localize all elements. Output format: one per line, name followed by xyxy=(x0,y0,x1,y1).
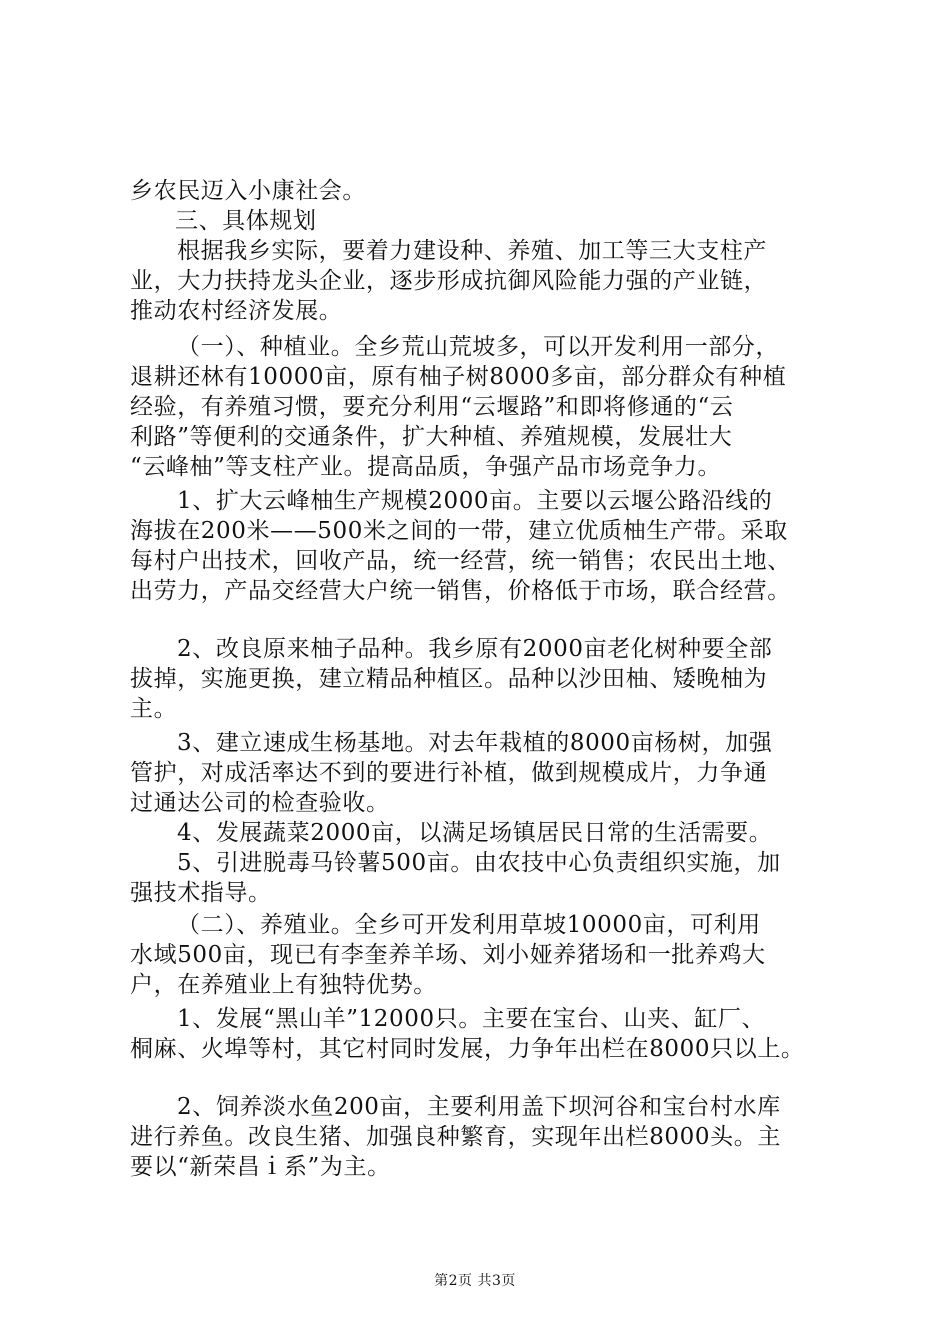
text-line: 乡农民迈入小康社会。 xyxy=(130,178,366,204)
page-footer: 第2页 共3页 xyxy=(434,1273,516,1289)
text-line: 桐麻、火埠等村，其它村同时发展，力争年出栏在8000只以上。 xyxy=(130,1036,805,1062)
text-line: 1、发展“黑山羊”12000只。主要在宝台、山夹、缸厂、 xyxy=(177,1006,766,1032)
text-line: 海拔在200米——500米之间的一带，建立优质柚生产带。采取 xyxy=(130,518,788,544)
text-line: 2、饲养淡水鱼200亩，主要利用盖下坝河谷和宝台村水库 xyxy=(177,1094,781,1120)
text-line: 要以“新荣昌ｉ系”为主。 xyxy=(130,1154,391,1180)
text-line: 出劳力，产品交经营大户统一销售，价格低于市场，联合经营。 xyxy=(130,578,791,604)
text-line: 2、改良原来柚子品种。我乡原有2000亩老化树种要全部 xyxy=(177,636,773,662)
text-line: 4、发展蔬菜2000亩，以满足场镇居民日常的生活需要。 xyxy=(177,820,773,846)
text-line: 过通达公司的检查验收。 xyxy=(130,790,390,816)
text-line: 水域500亩，现已有李奎养羊场、刘小娅养猪场和一批养鸡大 xyxy=(130,942,766,968)
text-line: 管护，对成活率达不到的要进行补植，做到规模成片，力争通 xyxy=(130,760,768,786)
text-line: 拔掉，实施更换，建立精品种植区。品种以沙田柚、矮晚柚为 xyxy=(130,666,768,692)
section-heading: 三、具体规划 xyxy=(175,208,317,234)
text-line: 1、扩大云峰柚生产规模2000亩。主要以云堰公路沿线的 xyxy=(177,488,773,514)
text-line: 推动农村经济发展。 xyxy=(130,298,343,324)
text-line: 业，大力扶持龙头企业，逐步形成抗御风险能力强的产业链， xyxy=(130,268,768,294)
text-line: 根据我乡实际，要着力建设种、养殖、加工等三大支柱产 xyxy=(177,238,767,264)
text-line: 户，在养殖业上有独特优势。 xyxy=(130,972,437,998)
text-line: 每村户出技术，回收产品，统一经营，统一销售；农民出土地、 xyxy=(130,548,791,574)
text-line: 主。 xyxy=(130,696,178,722)
text-line: 利路”等便利的交通条件，扩大种植、养殖规模，发展壮大 xyxy=(130,424,733,450)
subsection-heading: （一）、种植业。全乡荒山荒坡多，可以开发利用一部分， xyxy=(177,334,780,360)
subsection-heading: （二）、养殖业。全乡可开发利用草坡10000亩，可利用 xyxy=(177,912,761,938)
text-line: 退耕还林有10000亩，原有柚子树8000多亩，部分群众有种植 xyxy=(130,364,787,390)
text-line: 5、引进脱毒马铃薯500亩。由农技中心负责组织实施，加 xyxy=(177,850,781,876)
text-line: 强技术指导。 xyxy=(130,880,272,906)
text-line: 进行养鱼。改良生猪、加强良种繁育，实现年出栏8000头。主 xyxy=(130,1124,781,1150)
text-line: 经验，有养殖习惯，要充分利用“云堰路”和即将修通的“云 xyxy=(130,394,734,420)
text-line: “云峰柚”等支柱产业。提高品质，争强产品市场竞争力。 xyxy=(130,454,722,480)
text-line: 3、建立速成生杨基地。对去年栽植的8000亩杨树，加强 xyxy=(177,730,773,756)
